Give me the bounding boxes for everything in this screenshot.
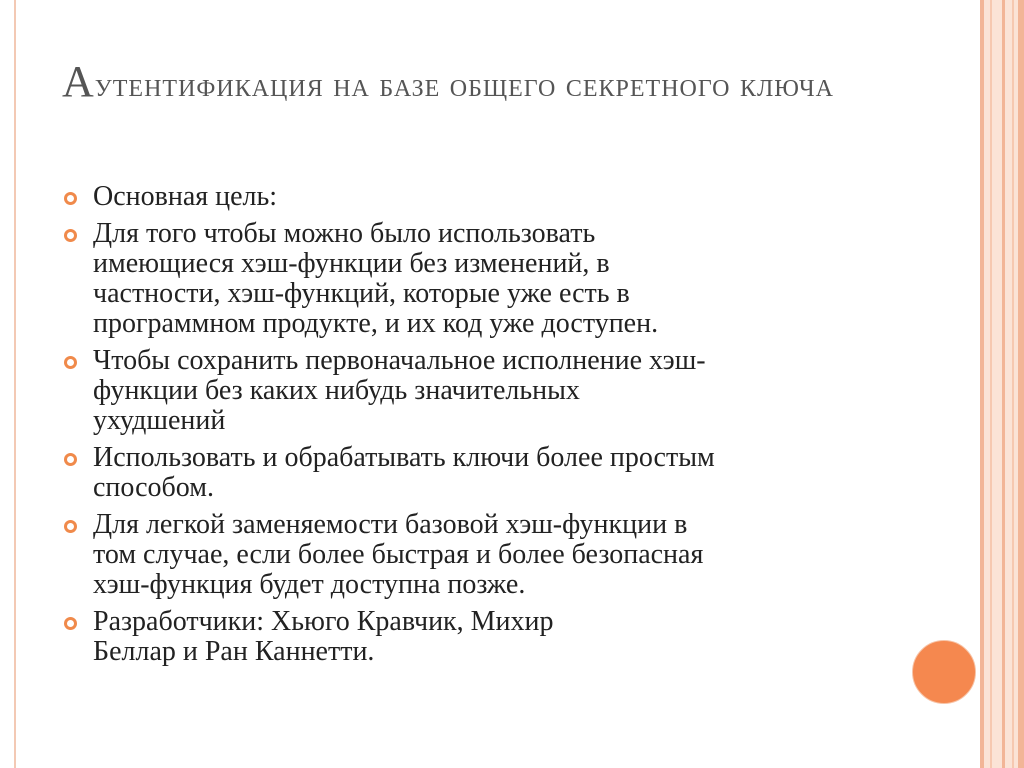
right-decorative-band (980, 0, 1024, 768)
ring-bullet-icon (64, 520, 77, 533)
left-border-line (14, 0, 16, 768)
right-stripe (1002, 0, 1005, 768)
slide-title (62, 56, 922, 112)
bullet-item (62, 182, 882, 212)
ring-bullet-icon (64, 617, 77, 630)
right-stripe (990, 0, 992, 768)
ring-bullet-icon (64, 192, 77, 205)
bullet-item (62, 443, 882, 503)
bullet-text: Для легкой заменяемости базовой хэш-функции в том случае, если более быстрая и более безопасная хэш-функция будет доступна позже. (93, 509, 704, 600)
orange-circle-decoration (912, 640, 976, 704)
right-stripe (1012, 0, 1014, 768)
bullet-text: Разработчики: Хьюго Кравчик, Михир Беллар и Ран Каннетти. (93, 606, 554, 667)
right-stripe (1018, 0, 1024, 768)
bullet-item (62, 346, 882, 436)
right-stripe (980, 0, 984, 768)
bullet-item (62, 510, 882, 600)
ring-bullet-icon (64, 356, 77, 369)
bullet-text: Использовать и обрабатывать ключи более простым способом. (93, 442, 715, 503)
bullet-list (62, 182, 882, 674)
ring-bullet-icon (64, 229, 77, 242)
bullet-text: Для того чтобы можно было использовать имеющиеся хэш-функции без изменений, в частности, хэш-функций, которые уже есть в программном продукте, и их код уже доступен. (93, 218, 659, 339)
ring-bullet-icon (64, 453, 77, 466)
bullet-item (62, 219, 882, 339)
bullet-text: Основная цель: (93, 181, 278, 212)
bullet-item (62, 607, 882, 667)
title-rest: утентификация на базе общего секретного ключа (94, 67, 834, 104)
bullet-text: Чтобы сохранить первоначальное исполнение хэш- функции без каких нибудь значительных ухудшений (93, 345, 706, 436)
title-first-letter: А (62, 57, 95, 106)
